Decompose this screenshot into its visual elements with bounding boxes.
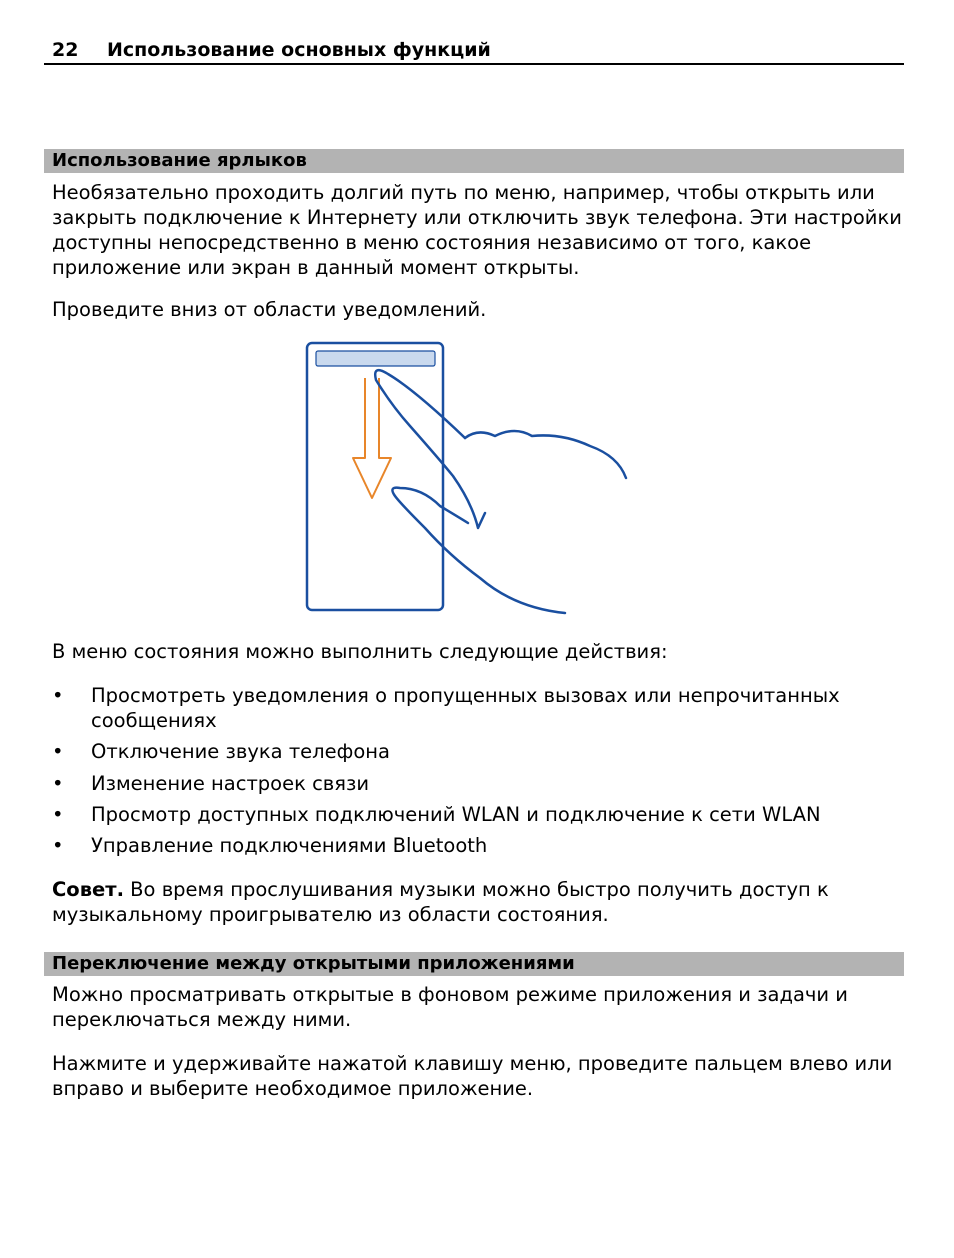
page-number: 22 <box>52 39 79 61</box>
bullet-marker: • <box>52 803 64 826</box>
hand-index-finger <box>375 370 485 528</box>
list-item-text: Просмотр доступных подключений WLAN и подключение к сети WLAN <box>91 803 821 826</box>
tip-text: Во время прослушивания музыки можно быстро получить доступ к музыкальному проигрывателю из области состояния. <box>52 878 829 926</box>
hand-thumb <box>392 488 565 613</box>
list-item-text: Изменение настроек связи <box>91 772 370 795</box>
bullet-marker: • <box>52 684 64 707</box>
list-item-text: Просмотреть уведомления о пропущенных вызовах или непрочитанных сообщениях <box>91 684 840 732</box>
bullet-marker: • <box>52 772 64 795</box>
bullet-marker: • <box>52 740 64 763</box>
notification-bar <box>316 351 435 366</box>
hand-knuckles <box>465 431 626 478</box>
tip-paragraph <box>52 877 902 927</box>
swipe-instruction: Проведите вниз от области уведомлений. <box>52 298 487 321</box>
switching-instruction: Нажмите и удерживайте нажатой клавишу меню, проведите пальцем влево или вправо и выберите необходимое приложение. <box>52 1052 893 1100</box>
list-intro: В меню состояния можно выполнить следующие действия: <box>52 640 668 663</box>
bullet-marker: • <box>52 834 64 857</box>
switching-paragraph: Можно просматривать открытые в фоновом режиме приложения и задачи и переключаться между ними. <box>52 983 848 1031</box>
chapter-title: Использование основных функций <box>107 39 491 61</box>
page-header <box>44 38 904 65</box>
section-heading-switching: Переключение между открытыми приложениями <box>44 952 904 976</box>
list-item-text: Управление подключениями Bluetooth <box>91 834 488 857</box>
section-heading-shortcuts: Использование ярлыков <box>44 149 904 173</box>
list-item-text: Отключение звука телефона <box>91 740 390 763</box>
phone-outline <box>307 343 443 610</box>
intro-paragraph: Необязательно проходить долгий путь по меню, например, чтобы открыть или закрыть подключение к Интернету или отключить звук телефона. Эти настройки доступны непосредственно в меню состояния независимо от того, какое приложение или экран в данный момент открыты. <box>52 181 902 279</box>
swipe-down-illustration <box>300 338 640 623</box>
tip-label: Совет. <box>52 878 124 901</box>
